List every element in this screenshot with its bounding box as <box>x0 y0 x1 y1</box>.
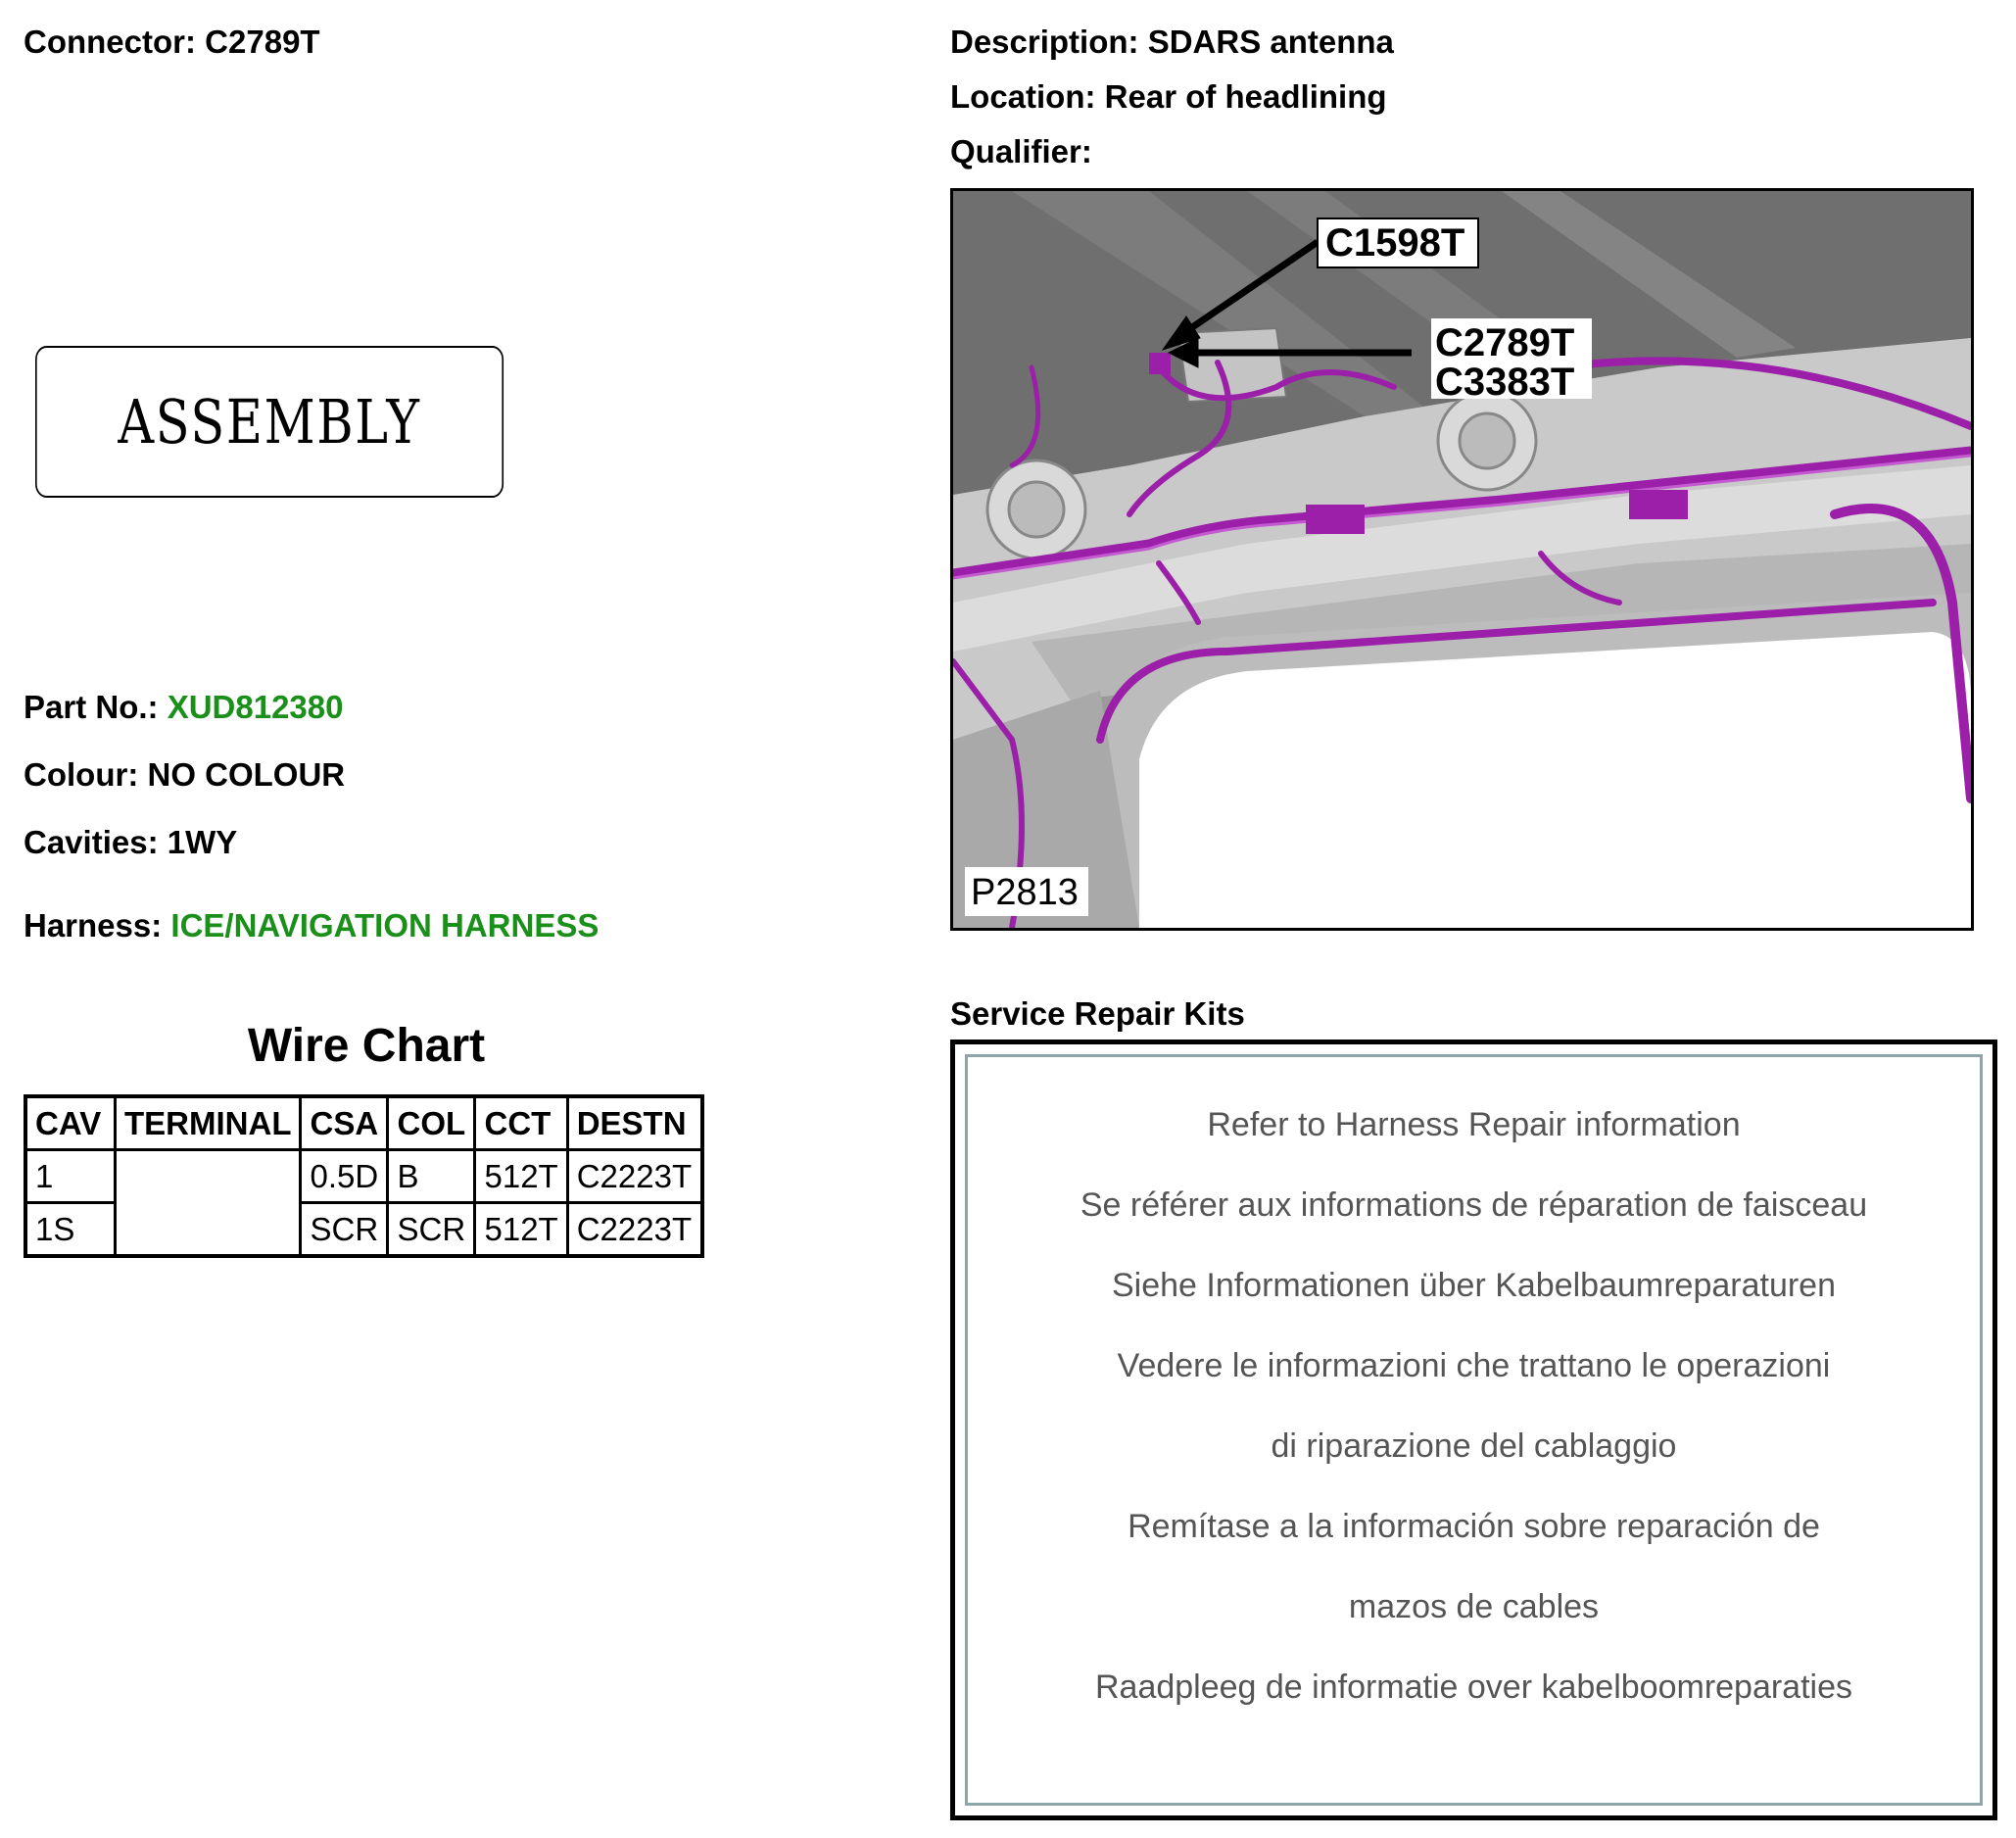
connector-label: Connector: <box>24 24 196 60</box>
srk-line-de: Siehe Informationen über Kabelbaumreparaturen <box>1111 1267 1837 1304</box>
wire-chart-title: Wire Chart <box>247 1020 486 1072</box>
connector-location-illustration <box>950 188 1974 931</box>
colour-field <box>24 756 345 794</box>
cell-cct: 512T <box>475 1203 567 1257</box>
qualifier-label: Qualifier: <box>950 133 1092 169</box>
cavities-field <box>24 824 237 861</box>
colour-label: Colour: <box>24 756 139 793</box>
assembly-image: ASSEMBLY <box>35 346 504 498</box>
cell-csa: SCR <box>301 1203 388 1257</box>
qualifier-field <box>950 133 1092 170</box>
callout-c2789t: C2789T <box>1435 321 1575 364</box>
srk-line-it-2: di riparazione del cablaggio <box>1271 1427 1677 1465</box>
figure-id: P2813 <box>971 872 1079 913</box>
part-no-link[interactable]: XUD812380 <box>167 689 344 725</box>
srk-line-en: Refer to Harness Repair information <box>1207 1106 1741 1143</box>
srk-line-it-1: Vedere le informazioni che trattano le operazioni <box>1117 1347 1831 1384</box>
part-no-field <box>24 689 343 726</box>
col-header-cav: CAV <box>25 1096 116 1150</box>
description-value: SDARS antenna <box>1147 24 1394 60</box>
description-label: Description: <box>950 24 1139 60</box>
location-field <box>950 78 1387 116</box>
cell-col: B <box>388 1150 475 1203</box>
srk-line-fr: Se référer aux informations de réparation de faisceau <box>1080 1186 1868 1224</box>
part-no-label: Part No.: <box>24 689 159 725</box>
cell-destn-link[interactable]: C2223T <box>567 1150 702 1203</box>
srk-line-es-1: Remítase a la información sobre reparación de <box>1128 1508 1820 1545</box>
colour-value: NO COLOUR <box>147 756 346 793</box>
description-field <box>950 24 1394 61</box>
connector-field <box>24 24 320 61</box>
cell-col: SCR <box>388 1203 475 1257</box>
connector-value: C2789T <box>205 24 320 60</box>
col-header-terminal: TERMINAL <box>116 1096 301 1150</box>
srk-line-es-2: mazos de cables <box>1348 1588 1600 1625</box>
service-repair-kits-title: Service Repair Kits <box>950 995 1245 1032</box>
service-repair-kits-box <box>950 1040 1997 1820</box>
wire-chart-header-row <box>25 1096 702 1150</box>
cell-cct: 512T <box>475 1150 567 1203</box>
col-header-destn: DESTN <box>567 1096 702 1150</box>
callout-c1598t: C1598T <box>1325 221 1465 265</box>
cell-cav: 1S <box>25 1203 116 1257</box>
table-row <box>25 1150 702 1203</box>
wire-chart-table <box>24 1094 704 1258</box>
location-label: Location: <box>950 78 1096 115</box>
col-header-cct: CCT <box>475 1096 567 1150</box>
callout-c3383t: C3383T <box>1435 361 1575 404</box>
cell-csa: 0.5D <box>301 1150 388 1203</box>
location-value: Rear of headlining <box>1104 78 1387 115</box>
harness-label: Harness: <box>24 907 163 943</box>
cell-cav: 1 <box>25 1150 116 1203</box>
cell-terminal <box>116 1150 301 1257</box>
srk-line-nl: Raadpleeg de informatie over kabelboomreparaties <box>1094 1669 1853 1706</box>
cavities-label: Cavities: <box>24 824 159 860</box>
col-header-csa: CSA <box>301 1096 388 1150</box>
harness-link[interactable]: ICE/NAVIGATION HARNESS <box>170 907 600 943</box>
col-header-col: COL <box>388 1096 475 1150</box>
service-repair-kits-frame <box>965 1054 1983 1806</box>
cell-destn-link[interactable]: C2223T <box>567 1203 702 1257</box>
cavities-value: 1WY <box>167 824 238 860</box>
harness-field <box>24 907 599 944</box>
